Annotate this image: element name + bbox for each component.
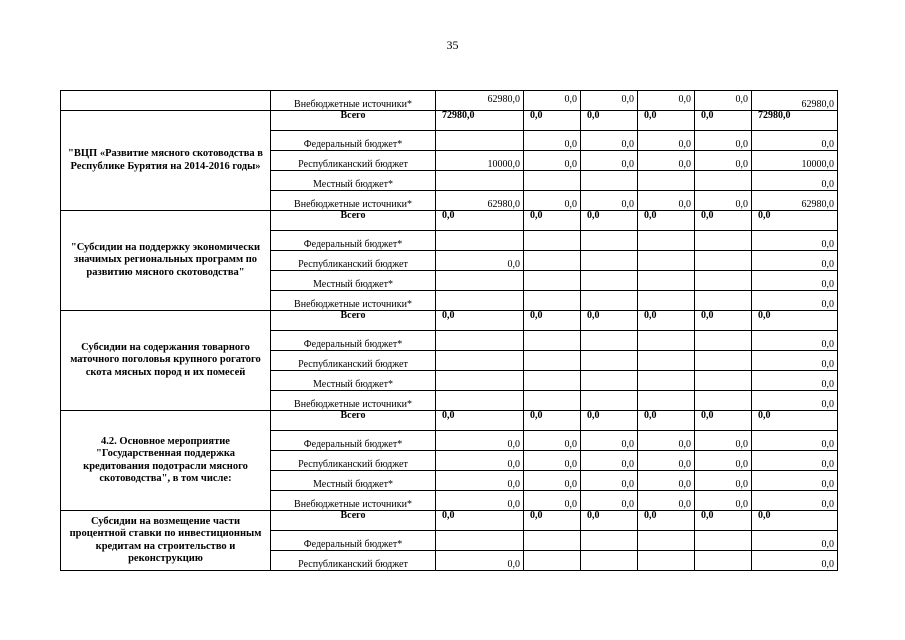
value-cell bbox=[524, 231, 581, 251]
value-cell: 0,0 bbox=[638, 131, 695, 151]
value-cell bbox=[581, 271, 638, 291]
value-cell bbox=[524, 391, 581, 411]
value-cell bbox=[524, 171, 581, 191]
value-cell: 0,0 bbox=[695, 91, 752, 111]
value-cell: 0,0 bbox=[436, 311, 524, 331]
value-cell: 0,0 bbox=[638, 491, 695, 511]
program-name: Субсидии на содержания товарного маточного поголовья крупного рогатого скота мясных пород и их помесей bbox=[61, 311, 271, 411]
value-cell: 0,0 bbox=[695, 491, 752, 511]
value-cell: 0,0 bbox=[638, 191, 695, 211]
value-cell: 0,0 bbox=[581, 91, 638, 111]
value-cell: 0,0 bbox=[524, 191, 581, 211]
value-cell: 0,0 bbox=[524, 511, 581, 531]
value-cell bbox=[524, 531, 581, 551]
value-cell: 0,0 bbox=[436, 411, 524, 431]
value-cell bbox=[524, 551, 581, 571]
value-cell: 0,0 bbox=[524, 211, 581, 231]
source-label: Всего bbox=[271, 111, 436, 131]
value-cell: 0,0 bbox=[695, 431, 752, 451]
value-cell: 0,0 bbox=[752, 371, 838, 391]
value-cell: 0,0 bbox=[581, 131, 638, 151]
value-cell bbox=[436, 291, 524, 311]
value-cell bbox=[581, 291, 638, 311]
value-cell: 0,0 bbox=[524, 131, 581, 151]
source-label: Федеральный бюджет* bbox=[271, 331, 436, 351]
source-label: Республиканский бюджет bbox=[271, 251, 436, 271]
value-cell: 0,0 bbox=[752, 211, 838, 231]
source-label: Всего bbox=[271, 511, 436, 531]
value-cell: 0,0 bbox=[695, 131, 752, 151]
source-label: Внебюджетные источники* bbox=[271, 91, 436, 111]
value-cell: 0,0 bbox=[695, 151, 752, 171]
value-cell bbox=[436, 131, 524, 151]
table-row bbox=[61, 511, 838, 531]
table-row bbox=[61, 91, 838, 111]
value-cell: 0,0 bbox=[581, 471, 638, 491]
value-cell: 0,0 bbox=[752, 431, 838, 451]
value-cell: 0,0 bbox=[581, 311, 638, 331]
value-cell: 0,0 bbox=[695, 211, 752, 231]
value-cell: 0,0 bbox=[581, 191, 638, 211]
value-cell: 0,0 bbox=[695, 471, 752, 491]
source-label: Местный бюджет* bbox=[271, 471, 436, 491]
value-cell: 0,0 bbox=[436, 431, 524, 451]
value-cell bbox=[436, 391, 524, 411]
value-cell bbox=[436, 231, 524, 251]
value-cell: 0,0 bbox=[695, 451, 752, 471]
program-name-cell bbox=[61, 91, 271, 111]
value-cell bbox=[638, 351, 695, 371]
value-cell: 0,0 bbox=[752, 471, 838, 491]
value-cell: 0,0 bbox=[524, 311, 581, 331]
table-row bbox=[61, 311, 838, 331]
value-cell bbox=[695, 371, 752, 391]
value-cell: 0,0 bbox=[581, 431, 638, 451]
table-row bbox=[61, 111, 838, 131]
value-cell: 0,0 bbox=[752, 271, 838, 291]
value-cell bbox=[638, 251, 695, 271]
source-label: Внебюджетные источники* bbox=[271, 191, 436, 211]
source-label: Всего bbox=[271, 311, 436, 331]
page-number: 35 bbox=[446, 38, 459, 52]
value-cell: 62980,0 bbox=[752, 191, 838, 211]
source-label: Всего bbox=[271, 411, 436, 431]
value-cell: 0,0 bbox=[638, 471, 695, 491]
value-cell: 62980,0 bbox=[436, 91, 524, 111]
value-cell bbox=[436, 271, 524, 291]
value-cell: 72980,0 bbox=[436, 111, 524, 131]
value-cell: 0,0 bbox=[524, 411, 581, 431]
value-cell: 0,0 bbox=[752, 331, 838, 351]
value-cell: 0,0 bbox=[638, 411, 695, 431]
source-label: Федеральный бюджет* bbox=[271, 431, 436, 451]
value-cell: 0,0 bbox=[638, 431, 695, 451]
value-cell: 0,0 bbox=[752, 551, 838, 571]
program-name: Субсидии на возмещение части процентной ставки по инвестиционным кредитам на строительство и реконструкцию bbox=[61, 511, 271, 571]
value-cell bbox=[524, 351, 581, 371]
value-cell bbox=[638, 391, 695, 411]
budget-table bbox=[60, 90, 838, 571]
value-cell: 0,0 bbox=[581, 211, 638, 231]
value-cell: 0,0 bbox=[695, 511, 752, 531]
value-cell: 0,0 bbox=[752, 231, 838, 251]
value-cell: 0,0 bbox=[581, 411, 638, 431]
value-cell: 0,0 bbox=[695, 111, 752, 131]
source-label: Всего bbox=[271, 211, 436, 231]
value-cell: 0,0 bbox=[524, 491, 581, 511]
source-label: Федеральный бюджет* bbox=[271, 531, 436, 551]
value-cell: 0,0 bbox=[581, 111, 638, 131]
source-label: Внебюджетные источники* bbox=[271, 491, 436, 511]
source-label: Местный бюджет* bbox=[271, 271, 436, 291]
value-cell bbox=[436, 371, 524, 391]
value-cell bbox=[436, 531, 524, 551]
value-cell bbox=[436, 171, 524, 191]
value-cell: 0,0 bbox=[752, 251, 838, 271]
source-label: Внебюджетные источники* bbox=[271, 391, 436, 411]
value-cell bbox=[581, 531, 638, 551]
value-cell: 0,0 bbox=[638, 511, 695, 531]
value-cell bbox=[581, 171, 638, 191]
value-cell: 0,0 bbox=[638, 311, 695, 331]
value-cell: 0,0 bbox=[436, 551, 524, 571]
value-cell bbox=[524, 371, 581, 391]
value-cell: 0,0 bbox=[581, 511, 638, 531]
value-cell bbox=[638, 551, 695, 571]
source-label: Федеральный бюджет* bbox=[271, 131, 436, 151]
source-label: Внебюджетные источники* bbox=[271, 291, 436, 311]
value-cell bbox=[695, 391, 752, 411]
value-cell: 0,0 bbox=[752, 351, 838, 371]
value-cell bbox=[638, 291, 695, 311]
value-cell bbox=[581, 351, 638, 371]
value-cell: 0,0 bbox=[436, 211, 524, 231]
value-cell bbox=[638, 271, 695, 291]
value-cell: 62980,0 bbox=[752, 91, 838, 111]
value-cell bbox=[638, 231, 695, 251]
value-cell bbox=[524, 251, 581, 271]
value-cell: 0,0 bbox=[638, 91, 695, 111]
value-cell bbox=[581, 331, 638, 351]
value-cell: 62980,0 bbox=[436, 191, 524, 211]
value-cell: 0,0 bbox=[752, 171, 838, 191]
value-cell bbox=[436, 331, 524, 351]
source-label: Федеральный бюджет* bbox=[271, 231, 436, 251]
value-cell: 0,0 bbox=[524, 431, 581, 451]
value-cell bbox=[695, 171, 752, 191]
value-cell: 0,0 bbox=[695, 411, 752, 431]
value-cell bbox=[695, 531, 752, 551]
value-cell: 0,0 bbox=[581, 451, 638, 471]
value-cell: 0,0 bbox=[436, 251, 524, 271]
value-cell: 0,0 bbox=[638, 451, 695, 471]
value-cell: 0,0 bbox=[752, 131, 838, 151]
value-cell: 0,0 bbox=[695, 191, 752, 211]
table-row bbox=[61, 211, 838, 231]
value-cell bbox=[695, 231, 752, 251]
value-cell bbox=[581, 251, 638, 271]
value-cell bbox=[695, 351, 752, 371]
source-label: Местный бюджет* bbox=[271, 171, 436, 191]
value-cell bbox=[581, 391, 638, 411]
program-name: 4.2. Основное мероприятие "Государственная поддержка кредитования подотрасли мясного скотоводства", в том числе: bbox=[61, 411, 271, 511]
value-cell bbox=[638, 531, 695, 551]
value-cell: 0,0 bbox=[524, 151, 581, 171]
value-cell: 0,0 bbox=[638, 211, 695, 231]
value-cell: 72980,0 bbox=[752, 111, 838, 131]
value-cell: 0,0 bbox=[752, 531, 838, 551]
value-cell: 0,0 bbox=[524, 471, 581, 491]
value-cell: 0,0 bbox=[524, 91, 581, 111]
value-cell: 0,0 bbox=[752, 291, 838, 311]
value-cell: 0,0 bbox=[695, 311, 752, 331]
value-cell: 0,0 bbox=[436, 511, 524, 531]
value-cell: 0,0 bbox=[752, 391, 838, 411]
value-cell: 0,0 bbox=[638, 111, 695, 131]
value-cell: 0,0 bbox=[752, 311, 838, 331]
value-cell: 0,0 bbox=[752, 491, 838, 511]
value-cell: 0,0 bbox=[436, 451, 524, 471]
value-cell bbox=[695, 251, 752, 271]
value-cell: 0,0 bbox=[638, 151, 695, 171]
value-cell bbox=[524, 271, 581, 291]
value-cell bbox=[695, 331, 752, 351]
value-cell: 10000,0 bbox=[436, 151, 524, 171]
value-cell bbox=[695, 291, 752, 311]
value-cell: 0,0 bbox=[752, 511, 838, 531]
value-cell bbox=[638, 171, 695, 191]
value-cell: 0,0 bbox=[581, 491, 638, 511]
value-cell: 0,0 bbox=[436, 491, 524, 511]
value-cell bbox=[581, 231, 638, 251]
program-name: "Субсидии на поддержку экономически значимых региональных программ по развитию мясного скотоводства" bbox=[61, 211, 271, 311]
value-cell bbox=[581, 371, 638, 391]
value-cell: 0,0 bbox=[581, 151, 638, 171]
value-cell bbox=[524, 291, 581, 311]
source-label: Республиканский бюджет bbox=[271, 351, 436, 371]
source-label: Местный бюджет* bbox=[271, 371, 436, 391]
value-cell: 0,0 bbox=[752, 451, 838, 471]
value-cell bbox=[581, 551, 638, 571]
value-cell: 0,0 bbox=[752, 411, 838, 431]
value-cell bbox=[638, 331, 695, 351]
value-cell bbox=[638, 371, 695, 391]
value-cell bbox=[695, 551, 752, 571]
value-cell: 0,0 bbox=[524, 451, 581, 471]
source-label: Республиканский бюджет bbox=[271, 551, 436, 571]
value-cell bbox=[524, 331, 581, 351]
value-cell: 0,0 bbox=[524, 111, 581, 131]
value-cell bbox=[436, 351, 524, 371]
value-cell: 10000,0 bbox=[752, 151, 838, 171]
value-cell: 0,0 bbox=[436, 471, 524, 491]
value-cell bbox=[695, 271, 752, 291]
source-label: Республиканский бюджет bbox=[271, 451, 436, 471]
program-name: "ВЦП «Развитие мясного скотоводства в Республике Бурятия на 2014-2016 годы» bbox=[61, 111, 271, 211]
source-label: Республиканский бюджет bbox=[271, 151, 436, 171]
table-row bbox=[61, 411, 838, 431]
